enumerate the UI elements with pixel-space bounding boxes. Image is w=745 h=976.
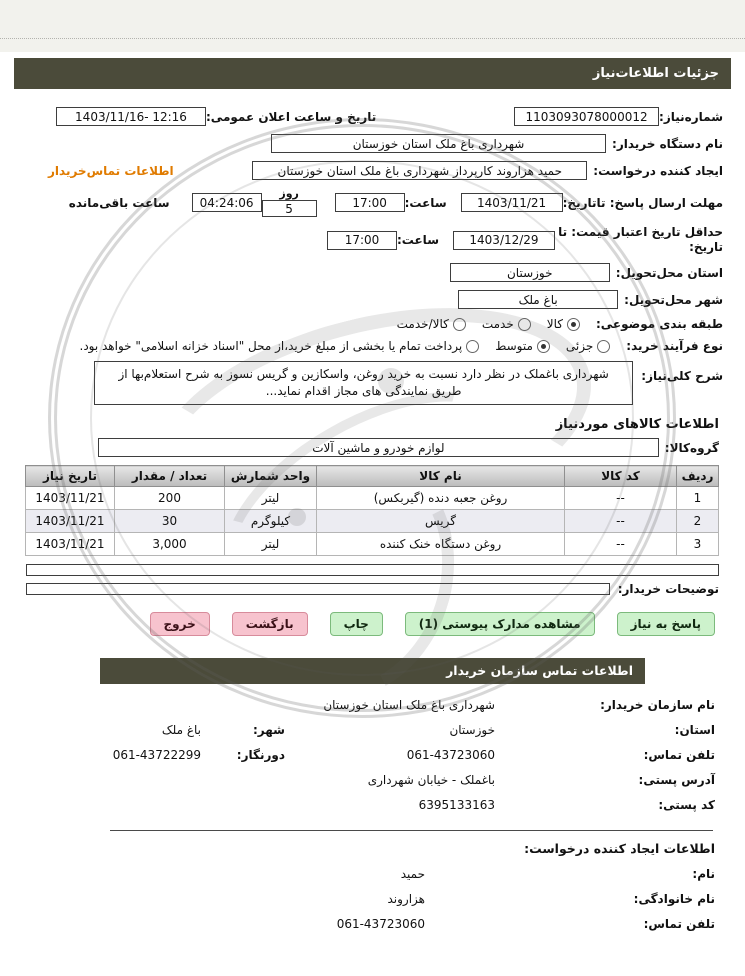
contact-phone-value: 061-43723060 <box>406 748 495 763</box>
subject-category-label: طبقه بندی موضوعی: <box>595 317 723 332</box>
row-price-validity <box>22 225 723 255</box>
cell-item-code: -- <box>565 533 677 556</box>
radio-minor-label: جزئی <box>565 339 594 354</box>
org-name-label: نام سازمان خریدار: <box>600 698 715 713</box>
radio-goods-service-label: کالا/خدمت <box>396 317 449 332</box>
row-subject-category <box>22 317 723 331</box>
validity-date-field[interactable]: 1403/12/29 <box>453 231 555 250</box>
row-request-creator <box>22 161 723 180</box>
request-creator-label: ایجاد کننده درخواست: <box>593 163 723 178</box>
table-row <box>26 487 719 510</box>
contact-address-row <box>0 773 745 787</box>
request-creator-field[interactable]: حمید هزاروند کارپرداز شهرداری باغ ملک استان خوزستان <box>252 161 587 180</box>
cell-item-code: -- <box>565 487 677 510</box>
cell-unit: لیتر <box>225 487 317 510</box>
row-delivery-province <box>22 263 723 282</box>
contact-phone-fax-row <box>0 748 745 762</box>
row-need-number <box>22 107 723 126</box>
first-name-value: حمید <box>400 867 425 882</box>
deadline-date-field[interactable]: 1403/11/21 <box>461 193 563 212</box>
deadline-time-label: ساعت: <box>404 195 447 210</box>
view-attachments-button[interactable]: مشاهده مدارک پیوستی (1) <box>405 612 595 636</box>
delivery-province-label: استان محل‌تحویل: <box>615 265 723 280</box>
col-need-date: تاریخ نیاز <box>26 466 115 487</box>
days-remaining-field[interactable]: 5 <box>262 200 317 217</box>
contact-province-value: خوزستان <box>449 723 495 738</box>
validity-time-label: ساعت: <box>396 233 439 248</box>
creator-first-name-row <box>0 867 745 881</box>
cell-quantity: 200 <box>115 487 225 510</box>
buyer-notes-field-1[interactable] <box>26 564 719 576</box>
buyer-notes-label: توضیحات خریدار: <box>617 582 719 597</box>
need-description-label: شرح کلی‌نیاز: <box>641 369 723 384</box>
radio-medium-label: متوسط <box>495 339 533 354</box>
col-unit: واحد شمارش <box>225 466 317 487</box>
time-remaining-field[interactable]: 04:24:06 <box>192 193 262 212</box>
cell-row-number: 3 <box>677 533 719 556</box>
contact-fax-value: 061-43722299 <box>112 748 201 763</box>
cell-row-number: 2 <box>677 510 719 533</box>
need-number-label: شماره‌نیاز: <box>659 109 723 124</box>
buyer-contact-link[interactable]: اطلاعات تماس‌خریدار <box>48 163 174 178</box>
cell-item-name: گریس <box>317 510 565 533</box>
purchase-process-label: نوع فرآیند خرید: <box>626 339 723 354</box>
contact-fax-label: دورنگار: <box>236 748 285 763</box>
creator-phone-row <box>0 917 745 931</box>
cell-item-name: روغن جعبه دنده (گیربکس) <box>317 487 565 510</box>
need-description-field[interactable]: شهرداری باغملک در نظر دارد نسبت به خرید روغن، واسکازین و گریس نسوز به شرح استعلام‌بها از طریق نمایندگی های مجاز اقدام نماید... <box>94 361 633 405</box>
cell-item-name: روغن دستگاه خنک کننده <box>317 533 565 556</box>
cell-need-date: 1403/11/21 <box>26 533 115 556</box>
delivery-city-field[interactable]: باغ ملک <box>458 290 618 309</box>
buyer-notes-bar-top <box>26 564 719 576</box>
radio-medium[interactable] <box>537 340 550 353</box>
deadline-time-field[interactable]: 17:00 <box>335 193 405 212</box>
contact-phone-label: تلفن تماس: <box>643 748 715 763</box>
cell-quantity: 3,000 <box>115 533 225 556</box>
treasury-checkbox[interactable] <box>466 340 479 353</box>
last-name-value: هزاروند <box>387 892 425 907</box>
row-need-description <box>22 361 723 405</box>
validity-time-field[interactable]: 17:00 <box>327 231 397 250</box>
col-item-name: نام کالا <box>317 466 565 487</box>
action-buttons <box>30 612 715 636</box>
cell-row-number: 1 <box>677 487 719 510</box>
row-goods-group <box>26 438 719 457</box>
cell-quantity: 30 <box>115 510 225 533</box>
delivery-city-label: شهر محل‌تحویل: <box>624 292 723 307</box>
cell-unit: لیتر <box>225 533 317 556</box>
goods-group-field[interactable]: لوازم خودرو و ماشین آلات <box>98 438 659 457</box>
buyer-contact-section-title: اطلاعات تماس سازمان خریدار <box>100 658 645 684</box>
contact-org-row <box>0 698 745 712</box>
creator-phone-value: 061-43723060 <box>336 917 425 932</box>
days-remaining-group <box>262 188 317 217</box>
cell-need-date: 1403/11/21 <box>26 510 115 533</box>
exit-button[interactable]: خروج <box>150 612 210 636</box>
time-remaining-label: ساعت باقی‌مانده <box>68 195 170 210</box>
col-quantity: تعداد / مقدار <box>115 466 225 487</box>
cell-item-code: -- <box>565 510 677 533</box>
goods-table <box>25 465 719 556</box>
radio-service-label: خدمت <box>481 317 514 332</box>
need-number-field[interactable]: 1103093078000012 <box>514 107 659 126</box>
col-item-code: کد کالا <box>565 466 677 487</box>
contact-postal-label: کد پستی: <box>658 798 715 813</box>
creator-phone-label: تلفن تماس: <box>643 917 715 932</box>
section-divider <box>110 830 713 831</box>
goods-table-header-row <box>26 466 719 487</box>
row-buyer-org <box>22 134 723 153</box>
goods-section-title: اطلاعات کالاهای موردنیاز <box>555 417 719 433</box>
announce-datetime-label: تاریخ و ساعت اعلان عمومی: <box>206 109 377 124</box>
last-name-label: نام خانوادگی: <box>633 892 715 907</box>
treasury-note: پرداخت تمام یا بخشی از مبلغ خرید،از محل "اسناد خزانه اسلامی" خواهد بود. <box>79 339 463 354</box>
row-response-deadline <box>22 188 723 217</box>
buyer-org-field[interactable]: شهرداری باغ ملک استان خوزستان <box>271 134 606 153</box>
row-purchase-process <box>22 339 723 353</box>
radio-goods-service[interactable] <box>453 318 466 331</box>
price-validity-label: حداقل تاریخ اعتبار قیمت: تا تاریخ: <box>558 225 723 255</box>
table-row <box>26 533 719 556</box>
cell-unit: کیلوگرم <box>225 510 317 533</box>
dotted-separator <box>0 38 745 39</box>
announce-datetime-field[interactable]: 1403/11/16- 12:16 <box>56 107 206 126</box>
need-details-form <box>0 89 745 405</box>
table-row <box>26 510 719 533</box>
print-button[interactable]: چاپ <box>330 612 383 636</box>
top-strip <box>0 0 745 52</box>
delivery-province-field[interactable]: خوزستان <box>450 263 610 282</box>
radio-service[interactable] <box>518 318 531 331</box>
contact-city-value: باغ ملک <box>161 723 201 738</box>
radio-minor[interactable] <box>597 340 610 353</box>
org-name-value: شهرداری باغ ملک استان خوزستان <box>323 698 495 713</box>
cell-need-date: 1403/11/21 <box>26 487 115 510</box>
row-delivery-city <box>22 290 723 309</box>
back-button[interactable]: بازگشت <box>232 612 308 636</box>
radio-goods-label: کالا <box>546 317 563 332</box>
creator-last-name-row <box>0 892 745 906</box>
creator-section-title: اطلاعات ایجاد کننده درخواست: <box>524 841 715 857</box>
goods-group-label: گروه‌کالا: <box>664 440 719 455</box>
radio-goods[interactable] <box>567 318 580 331</box>
response-deadline-label: مهلت ارسال پاسخ: تاتاریخ: <box>562 195 723 210</box>
contact-city-label: شهر: <box>253 723 285 738</box>
buyer-org-label: نام دستگاه خریدار: <box>612 136 723 151</box>
contact-province-city-row <box>0 723 745 737</box>
contact-province-label: استان: <box>674 723 715 738</box>
contact-address-label: آدرس پستی: <box>638 773 715 788</box>
days-label: روز <box>279 187 299 200</box>
contact-postal-row <box>0 798 745 812</box>
page-title: جزئیات اطلاعات‌نیاز <box>14 58 731 89</box>
contact-postal-value: 6395133163 <box>418 798 495 813</box>
buyer-notes-row <box>26 582 719 596</box>
buyer-notes-field-2[interactable] <box>26 583 610 595</box>
first-name-label: نام: <box>692 867 715 882</box>
contact-address-value: باغملک - خیابان شهرداری <box>367 773 495 788</box>
col-row-number: ردیف <box>677 466 719 487</box>
respond-button[interactable]: پاسخ به نیاز <box>617 612 715 636</box>
